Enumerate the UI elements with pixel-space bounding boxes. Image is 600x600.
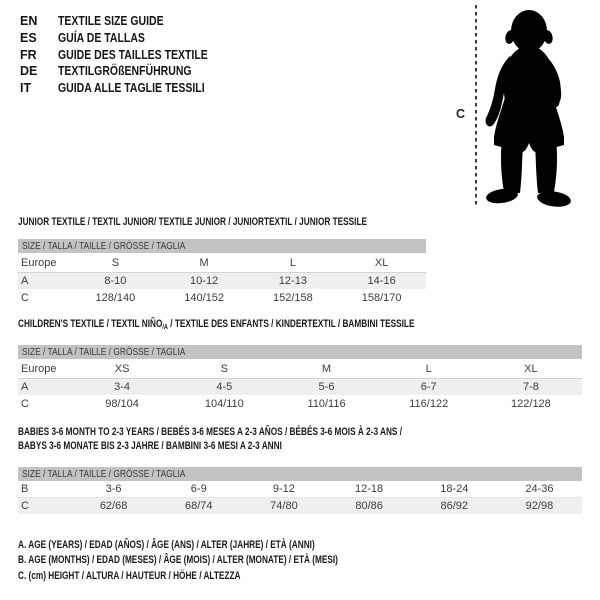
junior-row-age — [18, 273, 426, 289]
babies-section — [18, 426, 582, 514]
lang-title: GUÍA DE TALLAS — [58, 30, 145, 45]
note-b: B. AGE (MONTHS) / EDAD (MESES) / ÂGE (MOIS) / ALTER (MONATE) / ETÀ (MESI) — [18, 554, 338, 567]
lang-code: DE — [20, 64, 38, 79]
table-cell: 68/74 — [184, 500, 213, 512]
lang-title: TEXTILGRÖßENFÜHRUNG — [58, 64, 192, 79]
row-label: A — [21, 381, 29, 393]
babies-table — [18, 467, 582, 514]
table-cell: 3-6 — [105, 483, 122, 495]
table-cell: 86/92 — [440, 500, 469, 512]
table-cell: 18-24 — [440, 483, 469, 495]
junior-table-title: JUNIOR TEXTILE / TEXTIL JUNIOR/ TEXTILE JUNIOR / JUNIORTEXTIL / JUNIOR TESSILE — [18, 216, 367, 228]
lang-title: GUIDA ALLE TAGLIE TESSILI — [58, 81, 205, 95]
table-cell: 116/122 — [409, 397, 449, 410]
table-cell: 110/116 — [307, 397, 346, 410]
col-header-cell: L — [289, 256, 296, 269]
note-a: A. AGE (YEARS) / EDAD (AÑOS) / ÂGE (ANS) / ALTER (JAHRE) / ETÀ (ANNI) — [18, 539, 315, 551]
children-column-header-row — [18, 359, 582, 379]
language-title-block — [20, 13, 236, 97]
babies-size-header-bar: SIZE / TALLA / TAILLE / GRÖSSE / TAGLIA — [18, 467, 582, 481]
table-cell: 3-4 — [114, 381, 131, 393]
table-cell: 92/98 — [525, 500, 554, 512]
table-cell: 6-9 — [190, 483, 207, 495]
lang-row-en — [20, 13, 236, 30]
table-cell: 24-36 — [525, 483, 554, 495]
lang-code: EN — [20, 14, 38, 28]
table-cell: 80/86 — [355, 500, 383, 512]
table-cell: 98/104 — [105, 397, 139, 410]
table-cell: 7-8 — [522, 381, 539, 393]
table-cell: 14-16 — [367, 275, 396, 287]
col-header-cell: XL — [524, 362, 538, 375]
table-cell: 8-10 — [104, 275, 127, 287]
col-header-cell: S — [220, 362, 228, 375]
children-table — [18, 345, 582, 412]
row-label: B — [21, 483, 29, 495]
row-label: A — [21, 275, 29, 287]
row-label: C — [21, 397, 29, 410]
table-cell: 152/158 — [272, 291, 313, 304]
children-section — [18, 318, 582, 412]
height-measure-label: C — [456, 107, 466, 121]
table-cell: 128/140 — [95, 291, 136, 304]
row-label: Europe — [21, 362, 57, 375]
subscript: /A — [162, 322, 168, 331]
lang-title: TEXTILE SIZE GUIDE — [58, 14, 164, 28]
row-label: C — [21, 500, 29, 512]
babies-table-title: BABIES 3-6 MONTH TO 2-3 YEARS / BEBÉS 3-6 MESES A 2-3 AÑOS / BÉBÉS 3-6 MOIS À 2-3 ANS / BABYS 3-6 MONATE BIS 2-3 JAHRE / BAMBINI 3-6 MESI A 2-3 ANNI — [18, 426, 403, 452]
junior-row-height — [18, 289, 426, 306]
lang-title: GUIDE DES TAILLES TEXTILE — [58, 47, 208, 62]
junior-table — [18, 239, 426, 306]
table-cell: 9-12 — [272, 483, 295, 495]
table-cell: 12-18 — [355, 483, 384, 495]
table-cell: 122/128 — [511, 397, 551, 410]
lang-code: IT — [20, 81, 32, 95]
table-cell: 10-12 — [190, 275, 219, 287]
table-cell: 104/110 — [204, 397, 244, 410]
lang-code: ES — [20, 30, 37, 45]
note-c: C. (cm) HEIGHT / ALTURA / HAUTEUR / HÖHE / ALTEZZA — [18, 569, 241, 582]
col-header-cell: XS — [114, 362, 130, 375]
col-header-cell: M — [199, 256, 209, 269]
junior-column-header-row — [18, 253, 426, 273]
lang-row-fr — [20, 47, 236, 64]
junior-section — [18, 216, 426, 306]
table-cell: 158/170 — [361, 291, 402, 304]
table-cell: 4-5 — [216, 381, 233, 393]
babies-row-height — [18, 498, 582, 514]
table-cell: 62/68 — [99, 500, 128, 512]
col-header-cell: M — [321, 362, 332, 375]
col-header-cell: S — [111, 256, 120, 269]
height-measure-dashed-line — [475, 5, 477, 207]
row-label: Europe — [21, 256, 57, 269]
row-label: C — [21, 291, 29, 304]
col-header-cell: L — [425, 362, 432, 375]
lang-row-de — [20, 63, 236, 80]
children-row-age — [18, 379, 582, 395]
babies-row-age-months — [18, 481, 582, 498]
children-size-header-bar: SIZE / TALLA / TAILLE / GRÖSSE / TAGLIA — [18, 345, 582, 359]
table-cell: 6-7 — [420, 381, 437, 393]
junior-size-header-bar: SIZE / TALLA / TAILLE / GRÖSSE / TAGLIA — [18, 239, 426, 253]
children-table-title: CHILDREN'S TEXTILE / TEXTIL NIÑO/A / TEXTILE DES ENFANTS / KINDERTEXTIL / BAMBINI TESSILE — [18, 318, 415, 331]
table-cell: 74/80 — [270, 500, 298, 512]
table-cell: 12-13 — [278, 275, 307, 287]
legend-notes — [18, 538, 445, 584]
lang-code: FR — [20, 47, 37, 62]
table-cell: 140/152 — [184, 291, 224, 304]
children-row-height — [18, 395, 582, 412]
lang-row-it — [20, 80, 236, 97]
lang-row-es — [20, 30, 236, 47]
baby-silhouette — [482, 6, 578, 210]
table-cell: 5-6 — [318, 381, 335, 393]
col-header-cell: XL — [374, 256, 389, 269]
